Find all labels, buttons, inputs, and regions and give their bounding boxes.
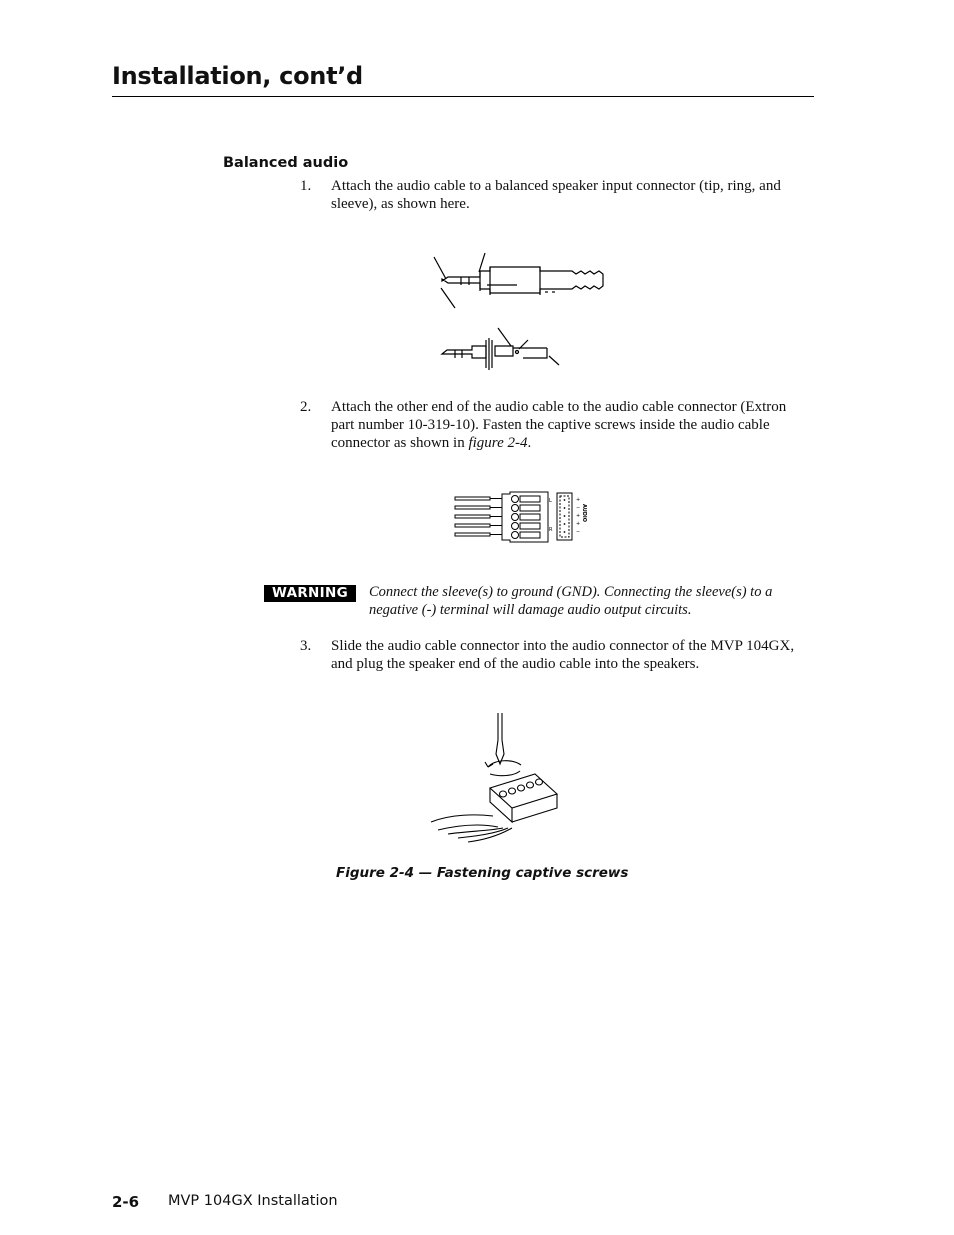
warning-text: Connect the sleeve(s) to ground (GND). Connecting the sleeve(s) to a negative (-) terminal will damage audio output circuits. [369, 584, 773, 618]
channel-label-r: R [549, 527, 553, 533]
step-text: Attach the audio cable to a balanced speaker input connector (tip, ring, and sleeve), as shown here. [331, 178, 781, 212]
step-number: 2. [300, 399, 312, 415]
audio-port-label: AUDIO [581, 504, 587, 523]
fastening-screws-diagram [428, 710, 568, 845]
title-divider [112, 96, 814, 97]
svg-text:+: + [576, 513, 581, 519]
page-title: Installation, cont’d [112, 62, 363, 90]
figure-reference: figure 2-4 [468, 435, 528, 451]
figure-caption: Figure 2-4 — Fastening captive screws [336, 865, 629, 881]
stereo-plug-diagram [425, 248, 625, 378]
step-text: Slide the audio cable connector into the audio connector of the MVP 104GX, and plug the speaker end of the audio cable into the speakers. [331, 638, 795, 672]
section-heading: Balanced audio [223, 155, 349, 171]
svg-text:−: − [576, 529, 581, 535]
audio-connector-diagram [452, 490, 602, 545]
footer-page-number: 2-6 [112, 1193, 140, 1211]
warning-badge: WARNING [264, 585, 356, 602]
svg-text:+: + [576, 521, 581, 527]
step-number: 1. [300, 178, 312, 194]
step-text: Attach the other end of the audio cable to the audio cable connector (Extron part number 10-319-10). Fasten the captive screws inside the audio cable connector as shown in figure 2-4. [331, 399, 787, 451]
step-number: 3. [300, 638, 312, 654]
svg-text:−: − [576, 505, 581, 511]
footer-doc-title: MVP 104GX Installation [168, 1193, 338, 1209]
channel-label-l: L [549, 498, 552, 504]
svg-text:+: + [576, 497, 581, 503]
